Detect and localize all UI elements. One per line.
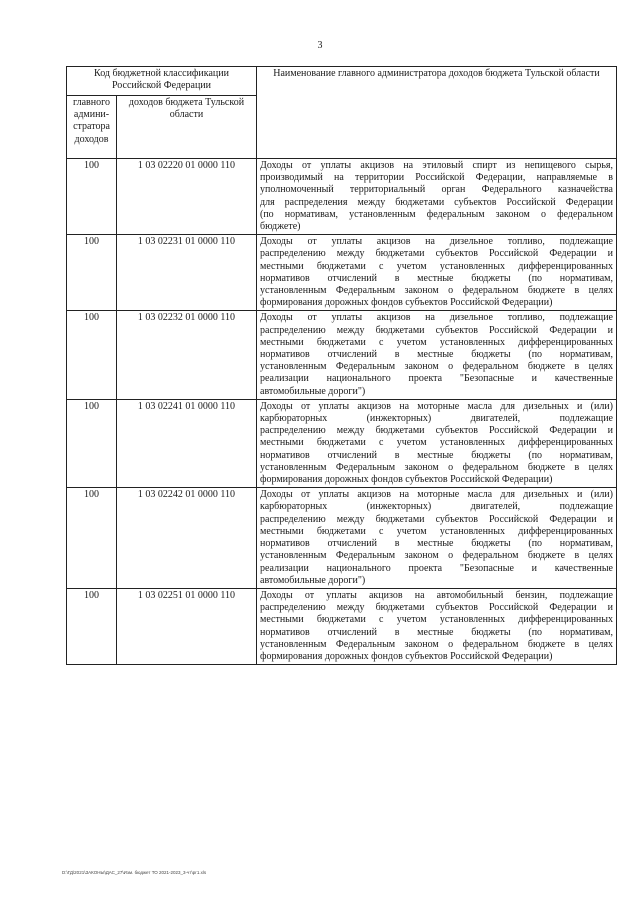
description-line: распределению между бюджетами субъектов Российской Федерации и [260,425,613,437]
administrator-code-cell: 100 [67,588,117,664]
description-line: местными бюджетами с учетом установленных дифференцированных [260,437,613,449]
revenue-description-cell [257,235,617,311]
description-line: распределению между бюджетами субъектов Российской Федерации и [260,324,613,336]
description-line: Доходы от уплаты акцизов на автомобильный бензин, подлежащие [260,589,613,601]
administrator-code-cell: 100 [67,488,117,589]
description-line: нормативов отчислений в местные бюджеты (по нормативам, [260,272,613,284]
revenue-description-cell [257,311,617,399]
description-line: формирования дорожных фондов субъектов Российской Федерации) [260,297,553,309]
description-line: автомобильные дороги") [260,385,366,397]
description-line: бюджете) [260,221,301,233]
revenue-description-cell [257,588,617,664]
description-line: Доходы от уплаты акцизов на моторные масла для дизельных и (или) [260,489,613,501]
budget-classification-code-cell: 1 03 02251 01 0000 110 [117,588,257,664]
budget-classification-code-cell: 1 03 02231 01 0000 110 [117,235,257,311]
description-line: нормативов отчислений в местные бюджеты (по нормативам, [260,349,613,361]
revenue-description-cell [257,159,617,235]
revenue-description-cell [257,399,617,487]
description-line: установленным Федеральным законом о федеральном бюджете в целях [260,550,613,562]
description-line: распределению между бюджетами субъектов Российской Федерации и [260,248,613,260]
administrator-code-cell: 100 [67,399,117,487]
description-line: карбюраторных (инжекторных) двигателей, подлежащие [260,501,613,513]
description-line: распределению между бюджетами субъектов Российской Федерации и [260,513,613,525]
description-line: нормативов отчислений в местные бюджеты (по нормативам, [260,449,613,461]
description-line: распределению между бюджетами субъектов Российской Федерации и [260,602,613,614]
revenue-description-cell [257,488,617,589]
description-line: формирования дорожных фондов субъектов Российской Федерации) [260,650,553,662]
description-line: установленным Федеральным законом о федеральном бюджете в целях [260,285,613,297]
description-line: уполномоченный территориальный орган Федерального казначейства [260,184,613,196]
description-line: (по нормативам, установленным федеральным законом о федеральном [260,208,613,220]
description-line: реализации национального проекта "Безопасные и качественные [260,562,613,574]
table-row [67,311,617,399]
header-administrator-name: Наименование главного администратора доходов бюджета Тульской области [257,67,617,159]
description-line: местными бюджетами с учетом установленных дифференцированных [260,260,613,272]
administrator-code-cell: 100 [67,311,117,399]
table-row [67,159,617,235]
description-line: установленным Федеральным законом о федеральном бюджете в целях [260,361,613,373]
table-row [67,588,617,664]
description-line: Доходы от уплаты акцизов на моторные масла для дизельных и (или) [260,400,613,412]
budget-classification-code-cell: 1 03 02232 01 0000 110 [117,311,257,399]
administrator-code-cell: 100 [67,159,117,235]
description-line: производимый на территории Российской Федерации, направляемые в [260,172,613,184]
header-kbk: Код бюджетной классификации Российской Федерации [67,67,257,96]
table-row [67,488,617,589]
description-line: нормативов отчислений в местные бюджеты (по нормативам, [260,626,613,638]
description-line: установленным Федеральным законом о федеральном бюджете в целях [260,461,613,473]
description-line: Доходы от уплаты акцизов на дизельное топливо, подлежащие [260,312,613,324]
budget-classification-code-cell: 1 03 02220 01 0000 110 [117,159,257,235]
administrator-code-cell: 100 [67,235,117,311]
budget-classification-code-cell: 1 03 02242 01 0000 110 [117,488,257,589]
description-line: автомобильные дороги") [260,574,366,586]
description-line: местными бюджетами с учетом установленных дифференцированных [260,614,613,626]
header-row [67,67,617,96]
header-regional-income: доходов бюджета Тульской области [117,96,257,159]
description-line: карбюраторных (инжекторных) двигателей, подлежащие [260,413,613,425]
description-line: нормативов отчислений в местные бюджеты (по нормативам, [260,538,613,550]
file-path-footer: D:\ГД\2021\ЗАКОНЫ\ДАС_27\Изм. бюджет ТО 2021-2023_3-чт\рг1.xls [62,870,207,875]
description-line: Доходы от уплаты акцизов на этиловый спирт из непищевого сырья, [260,160,613,171]
description-line: местными бюджетами с учетом установленных дифференцированных [260,336,613,348]
description-line: Доходы от уплаты акцизов на дизельное топливо, подлежащие [260,236,613,248]
description-line: реализации национального проекта "Безопасные и качественные [260,373,613,385]
budget-classification-code-cell: 1 03 02241 01 0000 110 [117,399,257,487]
header-main-administrator: главного админи-стратора доходов [67,96,117,159]
table-row [67,399,617,487]
description-line: местными бюджетами с учетом установленных дифференцированных [260,525,613,537]
table-row [67,235,617,311]
revenue-administrators-table [66,66,617,665]
description-line: для распределения между бюджетами субъектов Российской Федерации [260,196,613,208]
page-number: 3 [317,40,323,51]
description-line: формирования дорожных фондов субъектов Российской Федерации) [260,474,553,486]
description-line: установленным Федеральным законом о федеральном бюджете в целях [260,638,613,650]
